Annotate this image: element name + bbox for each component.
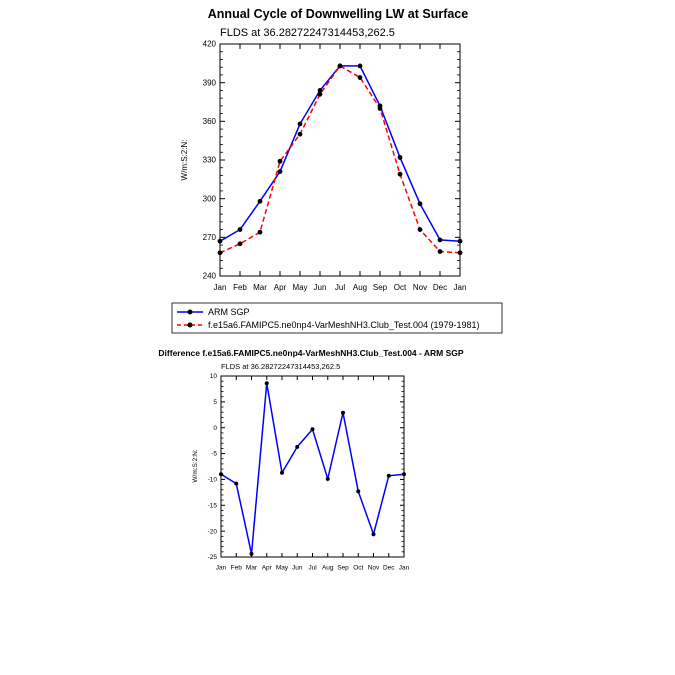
x-tick-label: Apr xyxy=(273,283,287,292)
series-1-point xyxy=(438,249,443,254)
legend-marker-model xyxy=(188,323,193,328)
y-tick-label: 0 xyxy=(213,424,217,432)
x-tick-label: Aug xyxy=(321,564,334,572)
x-tick-label: Dec xyxy=(432,283,448,292)
chart1-subtitle: FLDS at 36.28272247314453,262.5 xyxy=(220,27,395,39)
chart1-frame xyxy=(220,44,460,276)
series-0-point xyxy=(458,239,463,244)
chart1-legend xyxy=(172,303,502,333)
x-tick-label: Sep xyxy=(372,283,388,292)
legend-label-model: f.e15a6.FAMIPC5.ne0np4-VarMeshNH3.Club_Test.004 (1979-1981) xyxy=(208,320,480,330)
series-line-0 xyxy=(221,383,404,554)
series-1-point xyxy=(218,250,223,255)
y-tick-label: 10 xyxy=(209,373,217,381)
x-tick-label: Mar xyxy=(253,283,267,292)
y-tick-label: 330 xyxy=(202,155,216,165)
series-0-point xyxy=(218,239,223,244)
legend-label-arm-sgp: ARM SGP xyxy=(208,307,250,317)
x-tick-label: Feb xyxy=(233,283,247,292)
x-tick-label: Jan xyxy=(453,283,467,292)
chart2-title: Difference f.e15a6.FAMIPC5.ne0np4-VarMeshNH3.Club_Test.004 - ARM SGP xyxy=(158,348,464,358)
difference-chart xyxy=(158,348,463,572)
y-tick-label: 300 xyxy=(202,194,216,204)
x-tick-label: Jun xyxy=(292,564,303,572)
y-tick-label: 360 xyxy=(202,117,216,126)
chart2-frame xyxy=(221,376,404,557)
y-tick-label: -5 xyxy=(211,450,217,458)
x-tick-label: Jan xyxy=(215,564,227,572)
series-0-point xyxy=(387,474,391,478)
series-1-point xyxy=(298,132,303,137)
series-0-point xyxy=(265,381,269,385)
x-tick-label: Oct xyxy=(393,283,407,292)
x-tick-label: Sep xyxy=(337,564,349,572)
y-tick-label: -20 xyxy=(207,528,217,536)
x-tick-label: Nov xyxy=(412,283,428,292)
x-tick-label: Mar xyxy=(245,564,258,572)
series-0-point xyxy=(341,411,345,415)
x-tick-label: Jul xyxy=(308,564,317,572)
chart2-ylabel: W/m:S:2:N: xyxy=(192,449,199,483)
series-1-point xyxy=(418,227,423,232)
series-0-point xyxy=(398,155,403,160)
series-1-point xyxy=(378,106,383,111)
y-tick-label: 420 xyxy=(202,39,216,49)
x-tick-label: Jan xyxy=(213,283,227,292)
series-1-point xyxy=(458,250,463,255)
series-0-point xyxy=(258,199,263,204)
x-tick-label: Aug xyxy=(352,283,368,292)
y-tick-label: 240 xyxy=(202,271,216,281)
series-0-point xyxy=(234,482,238,486)
series-line-0 xyxy=(220,66,460,241)
y-tick-label: -25 xyxy=(207,554,217,562)
series-0-point xyxy=(280,471,284,475)
annual-cycle-chart xyxy=(180,7,468,292)
x-tick-label: Jan xyxy=(398,564,410,572)
series-0-point xyxy=(372,532,376,536)
series-0-point xyxy=(278,169,283,174)
chart1-ylabel: W/m:S:2:N: xyxy=(180,139,189,181)
x-tick-label: May xyxy=(292,283,308,292)
series-0-point xyxy=(295,445,299,449)
y-tick-label: -10 xyxy=(207,476,217,484)
chart1-title: Annual Cycle of Downwelling LW at Surface xyxy=(207,7,469,21)
y-tick-label: -15 xyxy=(207,502,217,510)
series-0-point xyxy=(326,477,330,481)
series-0-point xyxy=(298,122,303,127)
series-0-point xyxy=(238,227,243,232)
series-0-point xyxy=(356,489,360,493)
x-tick-label: Oct xyxy=(353,564,364,572)
y-tick-label: 5 xyxy=(213,399,217,407)
series-1-point xyxy=(258,230,263,235)
series-1-point xyxy=(318,92,323,97)
series-0-point xyxy=(438,238,443,243)
x-tick-label: May xyxy=(275,564,289,572)
series-0-point xyxy=(402,472,406,476)
series-line-1 xyxy=(220,66,460,253)
y-tick-label: 390 xyxy=(202,78,216,88)
series-1-point xyxy=(278,159,283,164)
series-1-point xyxy=(398,172,403,177)
series-0-point xyxy=(418,201,423,206)
series-1-point xyxy=(338,64,343,69)
x-tick-label: Nov xyxy=(367,564,380,572)
x-tick-label: Feb xyxy=(230,564,242,572)
chart2-subtitle: FLDS at 36.28272247314453,262.5 xyxy=(221,362,341,371)
x-tick-label: Apr xyxy=(261,564,272,572)
legend-marker-arm-sgp xyxy=(188,310,193,315)
x-tick-label: Jul xyxy=(334,283,346,292)
series-1-point xyxy=(358,75,363,80)
series-0-point xyxy=(358,64,363,69)
series-0-point xyxy=(219,472,223,476)
series-0-point xyxy=(250,552,254,556)
x-tick-label: Jun xyxy=(313,283,327,292)
y-tick-label: 270 xyxy=(202,233,216,242)
x-tick-label: Dec xyxy=(382,564,395,572)
series-0-point xyxy=(311,427,315,431)
series-1-point xyxy=(238,241,243,246)
